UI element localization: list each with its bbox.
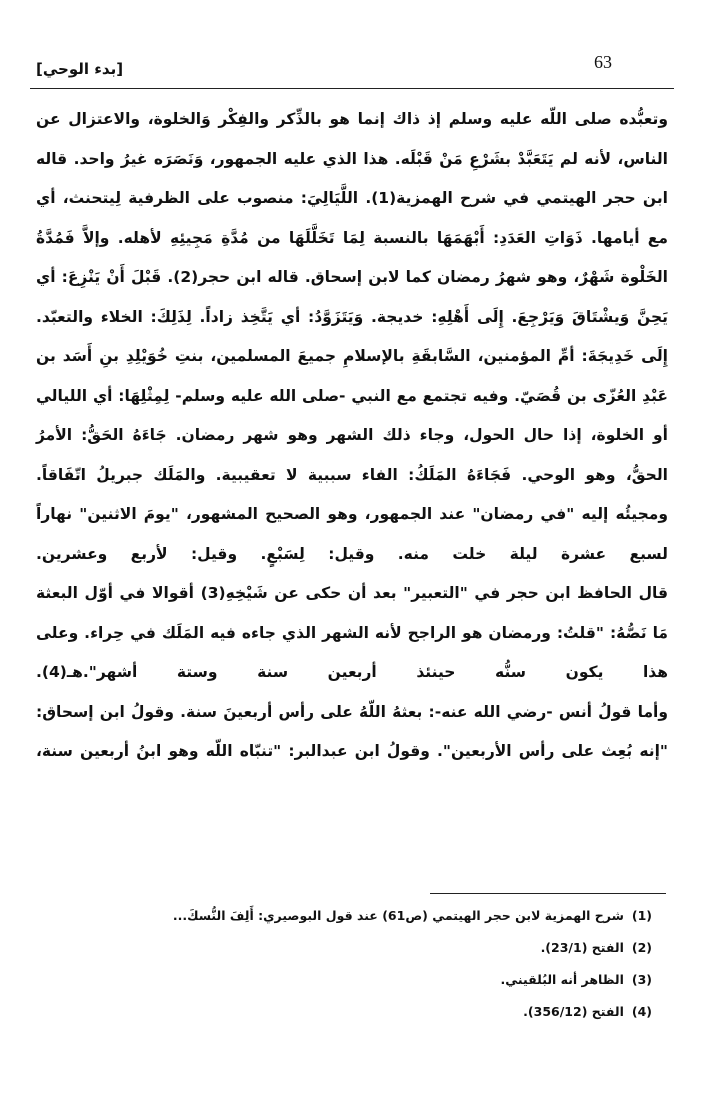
footnote bbox=[36, 964, 652, 996]
paragraph: قال الحافظ ابن حجر في "التعبير" بعد أن حكى عن شَيْخِهِ(3) أقوالا في أوّل البعثة مَا نَصُّهُ: "قلتُ: ورمضان هو الراجح لأنه الشهر الذي جاءه فيه المَلَك في حِراء. وعلى هذا يكون سنُّه حينئذ أربعين سنة وستة أشهر".هـ(4). bbox=[36, 584, 669, 681]
footnote-text: شرح الهمزية لابن حجر الهيتمي (ص61) عند قول البوصيري: أَلِفَ النُّسكَ... bbox=[172, 908, 624, 923]
footnote-divider bbox=[430, 893, 666, 894]
footnote-number: (1) bbox=[631, 908, 652, 923]
running-title: [بدء الوحي] bbox=[36, 60, 124, 78]
main-text bbox=[36, 100, 668, 772]
footnotes bbox=[36, 900, 652, 1028]
paragraph: وأما قولُ أنس -رضي الله عنه-: بعثهُ اللّهُ على رأس أربعينَ سنة. وقولُ ابن إسحاق: "إنه بُعِث على رأس الأربعين". وقولُ ابن عبدالبر: "تنبّاه اللّه وهو ابنُ أربعين سنة، bbox=[36, 702, 668, 760]
footnote bbox=[36, 900, 652, 932]
footnote-text: الظاهر أنه البُلقيني. bbox=[500, 972, 624, 987]
paragraph: وتعبُّده صلى اللّه عليه وسلم إذ ذاك إنما هو بالذِّكر والفِكْر وَالخلوة، والاعتزال عن الناس، لأنه لم يَتَعَبَّدْ بشَرْعِ مَنْ قَبْلَه. هذا الذي عليه الجمهور، وَنَصَرَه غيرُ واحد. قاله ابن حجر الهيتمي في شرح الهمزية(1). اللَّيَالِيَ: منصوب على الظرفية لِيتحنث، أي مع أيامها. ذَوَاتِ العَدَدِ: أَبْهَمَهَا بالنسبة لِمَا تَخَلَّلَهَا من مُدَّةِ مَجِيئِهِ لأهله. وإلاَّ فَمُدَّةُ الخَلْوة شَهْرٌ، وهو شهرُ رمضان كما لابن إسحاق. قاله ابن حجر(2). قَبْلَ أَنْ يَنْزِعَ: أي يَحِنَّ وَيشْتَاقَ وَيَرْجِعَ. إِلَى أَهْلِهِ: خديجة. وَيَتَزَوَّدُ: أي يَتَّخِذ زاداً. لِذَلِكَ: الخلاء والتعبّد. إِلَى خَدِيجَةَ: أمِّ المؤمنين، السَّابقَةِ بالإسلامِ جميعَ المسلمين، بنتِ خُوَيْلِدِ بنِ أَسَد بن عَبْدِ العُزّى بن قُصَيّ. وفيه تجتمع مع النبي -صلى الله عليه وسلم- لِمِثْلِهَا: أي الليالي أو الخلوة، إذا حال الحول، وجاء ذلك الشهر وهو شهر رمضان. جَاءَهُ الحَقُّ: الأمرُ الحقُّ، وهو الوحي. فَجَاءَهُ المَلَكُ: الفاء سببية لا تعقيبية. والمَلَك جبريلُ اتّفَاقاً. ومجيئُه إليه "في رمضان" عند الجمهور، وهو الصحيح المشهور، "يومَ الاثنين" نهاراً لسبع عشرة ليلة خلت منه. وقيل: لِسَبْعٍ. وقيل: لأربع وعشرين. bbox=[36, 110, 668, 563]
footnote-number: (4) bbox=[631, 1004, 652, 1019]
footnote bbox=[36, 932, 652, 964]
footnote-number: (2) bbox=[631, 940, 652, 955]
header-divider bbox=[30, 88, 674, 89]
footnote-text: الفتح (23/1). bbox=[540, 940, 624, 955]
footnote-number: (3) bbox=[631, 972, 652, 987]
page-number: 63 bbox=[594, 52, 612, 72]
footnote bbox=[36, 996, 652, 1028]
footnote-text: الفتح (356/12). bbox=[523, 1004, 624, 1019]
